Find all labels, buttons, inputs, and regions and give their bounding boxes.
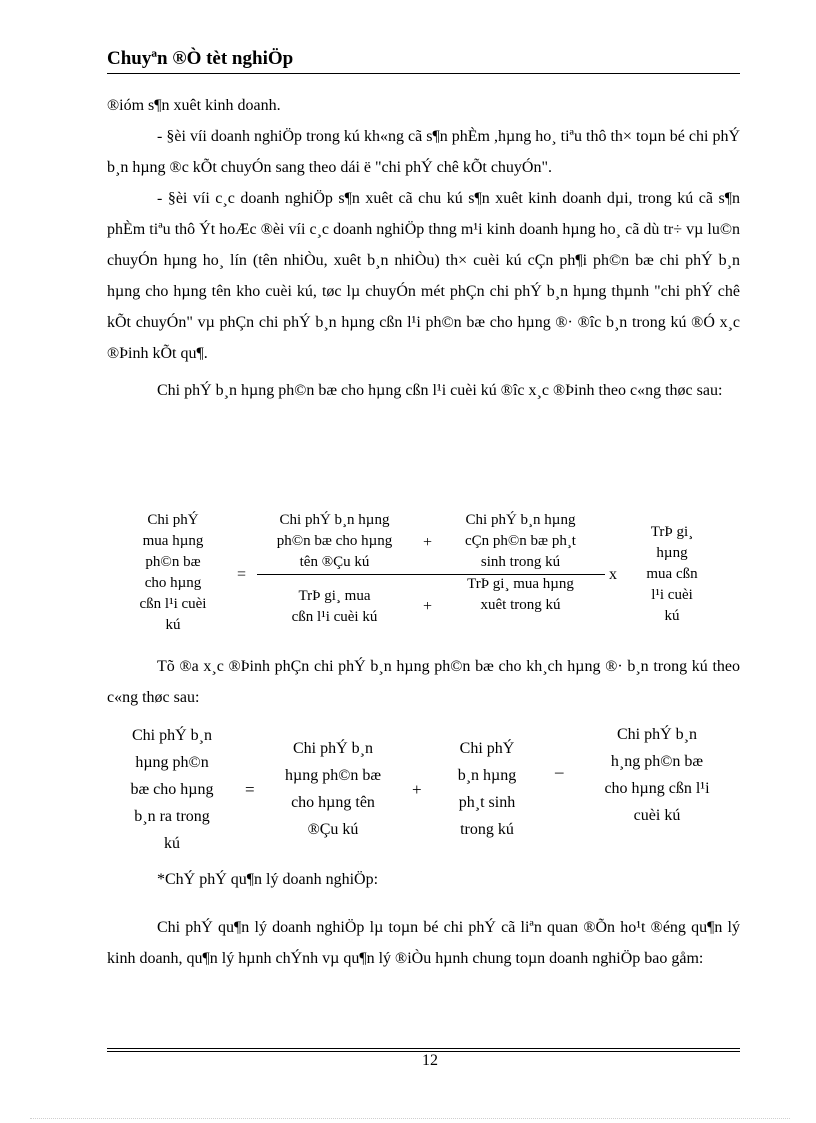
formula1-lhs-line: ph©n bæ (145, 554, 201, 570)
formula1-times: x (609, 566, 617, 583)
formula1-equals: = (237, 566, 247, 583)
paragraph-formula-intro-2: Tõ ®a x¸c ®Þinh phÇn chi phÝ b¸n hµng ph©n bæ cho kh¸ch hµng ®· b¸n trong kú theo c«ng thøc sau: (107, 658, 740, 706)
formula1-numerator-term1 (257, 510, 412, 573)
formula1-rhs-line: TrÞ gi¸ (650, 524, 694, 540)
formula1-lhs-line: mua hµng (142, 533, 204, 549)
footer-divider-top (107, 1048, 740, 1049)
formula2-lhs-line: kú (164, 835, 180, 852)
formula1-den2-line: TrÞ gi¸ mua hµng (467, 576, 574, 592)
formula2-t3-line: h¸ng ph©n bæ (610, 753, 704, 770)
body-text-end (107, 864, 740, 974)
formula1-numerator-plus: + (423, 534, 433, 551)
body-text (107, 90, 740, 406)
formula-allocation-remaining (107, 508, 747, 640)
formula1-den1-line: TrÞ gi¸ mua (298, 588, 371, 604)
formula2-term1 (273, 735, 393, 843)
section-heading-admin-costs: *ChÝ phÝ qu¶n lý doanh nghiÖp: (157, 871, 379, 888)
header-divider (107, 73, 740, 74)
formula2-t1-line: ®Çu kú (307, 821, 359, 838)
formula2-t1-line: Chi phÝ b¸n (293, 740, 373, 757)
formula2-plus: + (412, 780, 422, 799)
formula1-denominator-term2 (443, 574, 598, 616)
formula2-lhs-line: b¸n ra trong (134, 808, 210, 825)
paragraph-bullet-2: - §èi víi c¸c doanh nghiÖp s¶n xuêt cã chu kú s¶n xuêt kinh doanh dµi, trong kú cã s¶n phÈm tiªu thô Ýt hoÆc ®èi víi c¸c doanh nghiÖp thng m¹i kinh doanh hµng ho¸ cã dù tr÷ vµ lu©n chuyÓn hµng ho¸ lín (tên nhiÒu, xuêt b¸n nhiÒu) th× cuèi kú cÇn ph¶i ph©n bæ chi phÝ b¸n hµng cho hµng tên kho cuèi kú, tøc lµ chuyÓn mét phÇn chi phÝ b¸n hµng thµnh "chi phÝ chê kÕt chuyÓn" vµ phÇn chi phÝ b¸n hµng cßn l¹i ph©n bæ cho hµng ®· ®îc b¸n trong kú ®Ó x¸c ®Þinh kÕt qu¶. (107, 190, 740, 362)
paragraph-admin-costs: Chi phÝ qu¶n lý doanh nghiÖp lµ toµn bé chi phÝ cã liªn quan ®Õn ho¹t ®éng qu¶n lý kinh doanh, qu¶n lý hµnh chÝnh vµ qu¶n lý ®iÒu hµnh chung toµn doanh nghiÖp bao gåm: (107, 919, 740, 967)
formula2-t2-line: Chi phÝ (459, 740, 515, 757)
formula2-t1-line: cho hµng tên (291, 794, 375, 811)
formula1-denominator-plus: + (423, 598, 433, 615)
formula1-num1-line: Chi phÝ b¸n hµng (279, 512, 390, 528)
formula2-term2 (437, 735, 537, 843)
formula1-lhs-line: cho hµng (144, 575, 202, 591)
formula1-den1-line: cßn l¹i cuèi kú (291, 609, 378, 625)
body-text-middle (107, 651, 740, 713)
formula2-minus: – (555, 762, 564, 781)
formula1-num2-line: Chi phÝ b¸n hµng (465, 512, 576, 528)
page-number: 12 (422, 1052, 438, 1069)
formula1-lhs-line: Chi phÝ (147, 512, 199, 528)
formula1-denominator-term1 (257, 586, 412, 628)
formula2-term3 (582, 721, 732, 829)
formula2-t2-line: ph¸t sinh (458, 794, 516, 811)
formula1-numerator-term2 (443, 510, 598, 573)
formula-allocation-sold (107, 722, 747, 852)
formula2-t3-line: Chi phÝ b¸n (617, 726, 697, 743)
page-bottom-border (30, 1118, 790, 1119)
formula1-lhs-line: cßn l¹i cuèi (139, 596, 207, 612)
formula2-lhs-line: Chi phÝ b¸n (132, 727, 212, 744)
paragraph-bullet-1: - §èi víi doanh nghiÖp trong kú kh«ng cã s¶n phÈm ,hµng ho¸ tiªu thô th× toµn bé chi phÝ b¸n hµng ®c kÕt chuyÓn sang theo dái ë "chi phÝ chê kÕt chuyÓn". (107, 128, 740, 176)
formula2-lhs (117, 722, 227, 857)
formula2-t1-line: hµng ph©n bæ (284, 767, 382, 784)
formula1-lhs (127, 510, 219, 636)
formula2-t3-line: cho hµng cßn l¹i (604, 780, 710, 797)
formula1-num2-line: sinh trong kú (480, 554, 561, 570)
paragraph-formula-intro-1: Chi phÝ b¸n hµng ph©n bæ cho hµng cßn l¹i cuèi kú ®îc x¸c ®Þinh theo c«ng thøc sau: (157, 382, 723, 399)
paragraph-continuation: ®ióm s¶n xuêt kinh doanh. (107, 97, 281, 114)
formula1-num1-line: tên ®Çu kú (299, 554, 370, 570)
formula1-rhs-line: l¹i cuèi (651, 587, 693, 603)
formula1-num2-line: cÇn ph©n bæ ph¸t (465, 533, 576, 549)
formula2-t3-line: cuèi kú (633, 807, 681, 824)
formula1-rhs-line: kú (664, 608, 680, 624)
formula1-rhs (625, 522, 719, 627)
formula2-t2-line: b¸n hµng (457, 767, 517, 784)
formula1-rhs-line: hµng (656, 545, 688, 561)
formula1-rhs-line: mua cßn (646, 566, 698, 582)
formula2-t2-line: trong kú (460, 821, 514, 838)
formula2-lhs-line: bæ cho hµng (130, 781, 214, 798)
formula2-lhs-line: hµng ph©n (135, 754, 209, 771)
formula1-den2-line: xuêt trong kú (480, 597, 561, 613)
formula1-num1-line: ph©n bæ cho hµng (276, 533, 393, 549)
formula1-lhs-line: kú (165, 617, 181, 633)
document-header-title: Chuyªn ®Ò tèt nghiÖp (107, 48, 294, 69)
formula2-equals: = (245, 780, 255, 799)
